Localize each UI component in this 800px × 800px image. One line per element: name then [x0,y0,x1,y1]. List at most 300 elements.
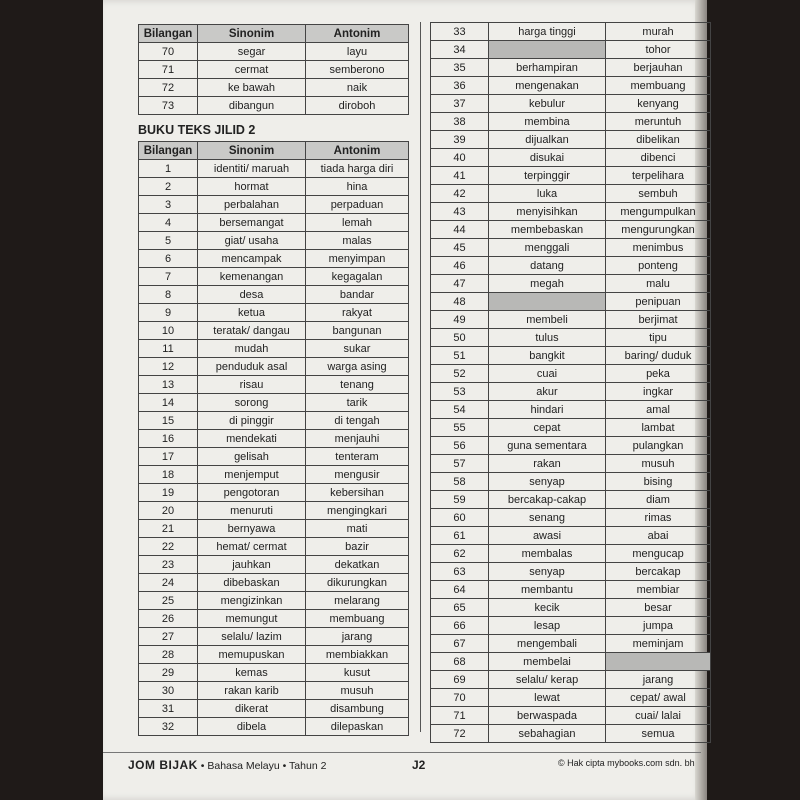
table-row [139,286,409,304]
row-number: 69 [431,671,489,689]
row-sinonim: menyisihkan [489,203,606,221]
row-antonim: hina [306,178,409,196]
row-number: 17 [139,448,198,466]
table-row [139,592,409,610]
table-row [431,671,711,689]
table-row [139,376,409,394]
row-sinonim: teratak/ dangau [198,322,306,340]
row-antonim: dikurungkan [306,574,409,592]
row-sinonim: cuai [489,365,606,383]
table-row [139,484,409,502]
row-antonim: kusut [306,664,409,682]
row-number: 57 [431,455,489,473]
row-antonim: membuang [306,610,409,628]
row-antonim: mengingkari [306,502,409,520]
header-sinonim: Sinonim [198,142,306,160]
row-sinonim: rakan karib [198,682,306,700]
table-row [431,653,711,671]
row-antonim: amal [606,401,711,419]
row-antonim: meminjam [606,635,711,653]
row-sinonim: giat/ usaha [198,232,306,250]
row-number: 33 [431,23,489,41]
row-antonim: kenyang [606,95,711,113]
row-sinonim: memungut [198,610,306,628]
table-row [139,232,409,250]
row-antonim: berjauhan [606,59,711,77]
row-antonim: musuh [606,455,711,473]
row-antonim: layu [306,43,409,61]
row-number: 27 [139,628,198,646]
row-antonim: malas [306,232,409,250]
row-sinonim: mudah [198,340,306,358]
row-antonim: perpaduan [306,196,409,214]
row-sinonim: bernyawa [198,520,306,538]
table-row [431,689,711,707]
row-number: 7 [139,268,198,286]
table-row [139,214,409,232]
row-sinonim: disukai [489,149,606,167]
row-sinonim: bercakap-cakap [489,491,606,509]
row-sinonim: identiti/ maruah [198,160,306,178]
row-sinonim: berhampiran [489,59,606,77]
row-number: 24 [139,574,198,592]
row-sinonim: selalu/ kerap [489,671,606,689]
table-row [431,473,711,491]
row-antonim: meruntuh [606,113,711,131]
row-number: 65 [431,599,489,617]
row-sinonim: dibangun [198,97,306,115]
row-antonim: peka [606,365,711,383]
row-sinonim: terpinggir [489,167,606,185]
row-antonim: penipuan [606,293,711,311]
row-antonim: di tengah [306,412,409,430]
row-number: 67 [431,635,489,653]
row-antonim: bangunan [306,322,409,340]
row-antonim: membuang [606,77,711,95]
row-antonim: diroboh [306,97,409,115]
left-table-header [139,142,409,160]
table-row [431,311,711,329]
top-table [138,24,409,115]
table-row [139,664,409,682]
row-antonim: murah [606,23,711,41]
table-row [139,268,409,286]
row-sinonim: hindari [489,401,606,419]
header-antonim: Antonim [306,25,409,43]
table-row [139,160,409,178]
row-sinonim: bersemangat [198,214,306,232]
table-row [139,700,409,718]
table-row [431,221,711,239]
table-row [431,149,711,167]
row-number: 63 [431,563,489,581]
row-number: 4 [139,214,198,232]
row-antonim: mengucap [606,545,711,563]
row-antonim: tenang [306,376,409,394]
row-sinonim: perbalahan [198,196,306,214]
row-sinonim: pengotoran [198,484,306,502]
header-bilangan: Bilangan [139,142,198,160]
row-sinonim: penduduk asal [198,358,306,376]
table-row [139,520,409,538]
row-sinonim: membebaskan [489,221,606,239]
row-antonim: baring/ duduk [606,347,711,365]
row-sinonim: sebahagian [489,725,606,743]
row-antonim: jarang [306,628,409,646]
row-sinonim: menggali [489,239,606,257]
table-row [431,617,711,635]
top-table-header [139,25,409,43]
row-number: 58 [431,473,489,491]
row-antonim: cepat/ awal [606,689,711,707]
row-antonim: jumpa [606,617,711,635]
row-sinonim: memupuskan [198,646,306,664]
row-antonim: warga asing [306,358,409,376]
row-number: 62 [431,545,489,563]
table-row [139,646,409,664]
table-row [139,574,409,592]
row-number: 13 [139,376,198,394]
table-row [139,538,409,556]
row-sinonim: segar [198,43,306,61]
row-antonim: bandar [306,286,409,304]
row-sinonim: awasi [489,527,606,545]
row-antonim: sembuh [606,185,711,203]
table-row [431,347,711,365]
row-sinonim: membalas [489,545,606,563]
row-antonim: rimas [606,509,711,527]
row-antonim: melarang [306,592,409,610]
table-row [431,23,711,41]
table-row [139,610,409,628]
row-number: 1 [139,160,198,178]
row-number: 45 [431,239,489,257]
row-sinonim: dikerat [198,700,306,718]
row-antonim: tarik [306,394,409,412]
table-row [139,412,409,430]
row-antonim: mengurungkan [606,221,711,239]
row-sinonim: bangkit [489,347,606,365]
row-sinonim: cermat [198,61,306,79]
table-row [139,61,409,79]
row-antonim: pulangkan [606,437,711,455]
row-number: 55 [431,419,489,437]
row-sinonim: mencampak [198,250,306,268]
row-sinonim: kemenangan [198,268,306,286]
header-sinonim: Sinonim [198,25,306,43]
table-row [139,394,409,412]
row-antonim: semberono [306,61,409,79]
row-number: 18 [139,466,198,484]
row-sinonim: dibela [198,718,306,736]
header-bilangan: Bilangan [139,25,198,43]
table-row [139,79,409,97]
section-heading: BUKU TEKS JILID 2 [138,123,256,137]
row-sinonim: lesap [489,617,606,635]
table-row [139,97,409,115]
row-antonim: bazir [306,538,409,556]
row-antonim: naik [306,79,409,97]
row-number: 68 [431,653,489,671]
row-antonim: tohor [606,41,711,59]
table-row [431,527,711,545]
row-sinonim: kemas [198,664,306,682]
table-row [431,275,711,293]
row-number: 72 [139,79,198,97]
left-table [138,141,409,736]
row-number: 53 [431,383,489,401]
row-antonim: membiakkan [306,646,409,664]
table-row [139,466,409,484]
table-row [139,340,409,358]
table-row [139,502,409,520]
row-number: 5 [139,232,198,250]
row-number: 66 [431,617,489,635]
row-antonim: lemah [306,214,409,232]
row-number: 12 [139,358,198,376]
row-number: 41 [431,167,489,185]
row-antonim: malu [606,275,711,293]
row-number: 46 [431,257,489,275]
table-row [431,725,711,743]
row-antonim: tipu [606,329,711,347]
footer-subject: • Bahasa Melayu • Tahun 2 [200,760,327,772]
row-sinonim: tulus [489,329,606,347]
row-number: 71 [431,707,489,725]
row-sinonim: mengenakan [489,77,606,95]
row-sinonim: ke bawah [198,79,306,97]
table-row [431,383,711,401]
row-sinonim: luka [489,185,606,203]
row-sinonim: sorong [198,394,306,412]
row-antonim: menjauhi [306,430,409,448]
row-antonim: tiada harga diri [306,160,409,178]
row-number: 56 [431,437,489,455]
row-antonim: sukar [306,340,409,358]
table-row [431,437,711,455]
row-sinonim: mengembali [489,635,606,653]
row-antonim: dibelikan [606,131,711,149]
row-number: 8 [139,286,198,304]
right-table [430,22,711,743]
row-sinonim: selalu/ lazim [198,628,306,646]
row-number: 22 [139,538,198,556]
row-antonim [606,653,711,671]
row-antonim: terpelihara [606,167,711,185]
row-number: 40 [431,149,489,167]
row-antonim: dibenci [606,149,711,167]
row-number: 19 [139,484,198,502]
table-row [139,682,409,700]
table-row [431,131,711,149]
row-number: 37 [431,95,489,113]
footer-rule [103,752,701,753]
table-row [431,41,711,59]
table-row [431,455,711,473]
row-sinonim: cepat [489,419,606,437]
row-antonim: disambung [306,700,409,718]
table-row [139,430,409,448]
table-row [431,95,711,113]
row-sinonim: di pinggir [198,412,306,430]
row-number: 60 [431,509,489,527]
row-number: 2 [139,178,198,196]
row-number: 59 [431,491,489,509]
row-number: 72 [431,725,489,743]
row-sinonim: mendekati [198,430,306,448]
table-row [139,448,409,466]
column-divider [420,22,421,732]
row-number: 48 [431,293,489,311]
row-antonim: jarang [606,671,711,689]
row-antonim: mengumpulkan [606,203,711,221]
table-row [431,491,711,509]
row-number: 10 [139,322,198,340]
row-antonim: kegagalan [306,268,409,286]
row-number: 47 [431,275,489,293]
table-row [139,178,409,196]
row-sinonim: kecik [489,599,606,617]
row-number: 32 [139,718,198,736]
row-number: 6 [139,250,198,268]
table-row [431,707,711,725]
row-antonim: lambat [606,419,711,437]
row-number: 39 [431,131,489,149]
row-sinonim: jauhkan [198,556,306,574]
row-number: 49 [431,311,489,329]
table-row [139,358,409,376]
row-sinonim: kebulur [489,95,606,113]
table-row [431,185,711,203]
row-antonim: menyimpan [306,250,409,268]
table-row [431,545,711,563]
row-number: 73 [139,97,198,115]
table-row [431,239,711,257]
row-antonim: mati [306,520,409,538]
table-row [139,628,409,646]
row-antonim: cuai/ lalai [606,707,711,725]
row-number: 20 [139,502,198,520]
row-sinonim [489,293,606,311]
row-number: 64 [431,581,489,599]
table-row [431,599,711,617]
row-antonim: menimbus [606,239,711,257]
table-row [139,304,409,322]
row-sinonim [489,41,606,59]
row-sinonim: menuruti [198,502,306,520]
page-number: J2 [412,758,426,772]
row-sinonim: senyap [489,473,606,491]
table-row [431,59,711,77]
row-number: 29 [139,664,198,682]
table-row [431,635,711,653]
table-row [431,401,711,419]
table-row [139,556,409,574]
row-number: 9 [139,304,198,322]
row-number: 44 [431,221,489,239]
row-number: 38 [431,113,489,131]
row-sinonim: rakan [489,455,606,473]
row-sinonim: membelai [489,653,606,671]
row-number: 31 [139,700,198,718]
row-sinonim: hormat [198,178,306,196]
row-number: 52 [431,365,489,383]
table-row [431,77,711,95]
row-antonim: diam [606,491,711,509]
row-antonim: ingkar [606,383,711,401]
header-antonim: Antonim [306,142,409,160]
row-number: 42 [431,185,489,203]
row-sinonim: dibebaskan [198,574,306,592]
row-number: 51 [431,347,489,365]
table-row [431,293,711,311]
row-antonim: membiar [606,581,711,599]
table-row [431,563,711,581]
row-number: 70 [139,43,198,61]
row-number: 36 [431,77,489,95]
row-antonim: dekatkan [306,556,409,574]
row-sinonim: datang [489,257,606,275]
table-row [431,581,711,599]
row-antonim: mengusir [306,466,409,484]
table-row [431,257,711,275]
table-row [139,250,409,268]
row-sinonim: menjemput [198,466,306,484]
table-row [431,509,711,527]
row-sinonim: senang [489,509,606,527]
row-sinonim: harga tinggi [489,23,606,41]
row-number: 54 [431,401,489,419]
row-antonim: musuh [306,682,409,700]
table-row [431,365,711,383]
row-number: 28 [139,646,198,664]
row-sinonim: lewat [489,689,606,707]
row-sinonim: risau [198,376,306,394]
row-antonim: tenteram [306,448,409,466]
row-number: 14 [139,394,198,412]
row-number: 23 [139,556,198,574]
row-number: 25 [139,592,198,610]
table-row [139,322,409,340]
row-antonim: bising [606,473,711,491]
row-number: 43 [431,203,489,221]
row-sinonim: desa [198,286,306,304]
copyright: © Hak cipta mybooks.com sdn. bh [558,758,695,768]
row-antonim: abai [606,527,711,545]
row-sinonim: membina [489,113,606,131]
row-sinonim: senyap [489,563,606,581]
table-row [431,203,711,221]
row-number: 50 [431,329,489,347]
row-number: 70 [431,689,489,707]
table-row [431,419,711,437]
row-antonim: ponteng [606,257,711,275]
table-row [139,718,409,736]
row-number: 15 [139,412,198,430]
table-row [139,43,409,61]
row-sinonim: membantu [489,581,606,599]
row-number: 61 [431,527,489,545]
row-antonim: kebersihan [306,484,409,502]
table-row [431,113,711,131]
row-number: 71 [139,61,198,79]
logo: JOM BIJAK [128,758,198,772]
row-sinonim: guna sementara [489,437,606,455]
row-number: 11 [139,340,198,358]
row-antonim: rakyat [306,304,409,322]
row-sinonim: berwaspada [489,707,606,725]
row-antonim: besar [606,599,711,617]
